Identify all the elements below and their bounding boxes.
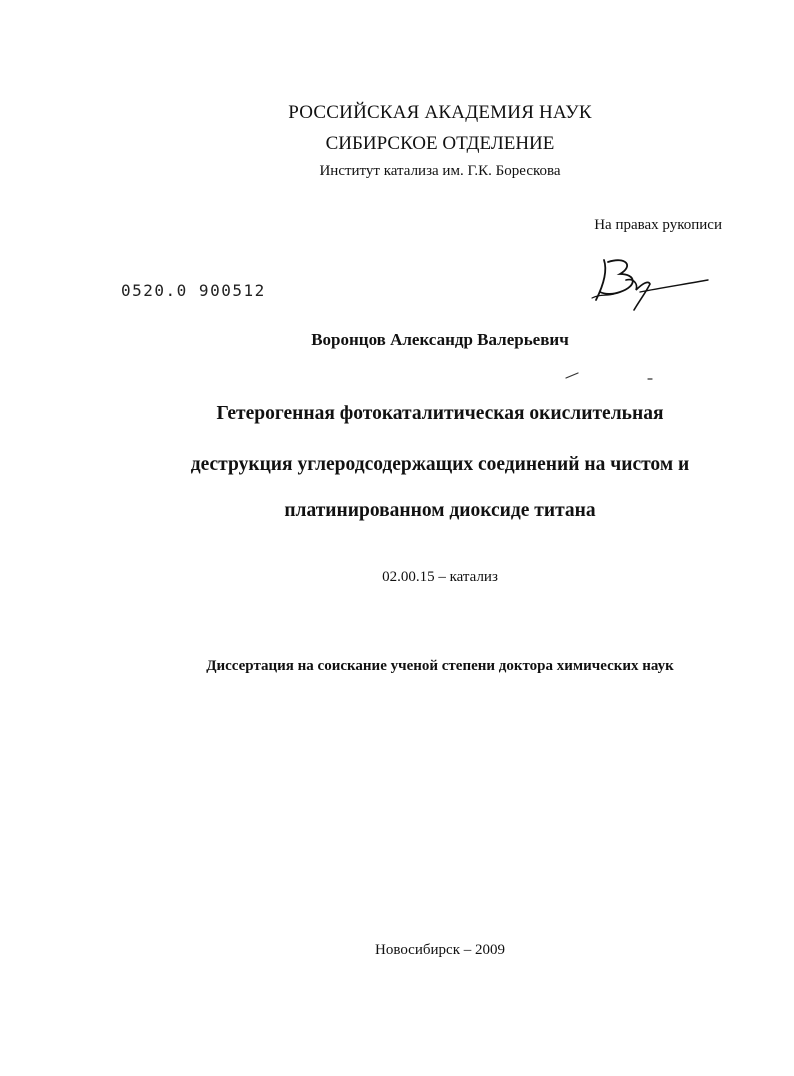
place-year: Новосибирск – 2009 [375,942,505,958]
title-line-2: деструкция углеродсодержащих соединений на чистом и [190,454,690,475]
specialty-code: 02.00.15 – катализ [382,569,498,585]
degree-statement: Диссертация на соискание ученой степени доктора химических наук [206,658,674,674]
registry-number: 0520.0 900512 [121,281,266,300]
title-line-1: Гетерогенная фотокаталитическая окислительная [216,403,664,424]
branch-name: СИБИРСКОЕ ОТДЕЛЕНИЕ [325,133,555,154]
author-name: Воронцов Александр Валерьевич [311,330,569,349]
institute-name: Институт катализа им. Г.К. Борескова [319,163,561,179]
rights-note: На правах рукописи [594,217,722,233]
title-line-3: платинированном диоксиде титана [284,500,596,521]
handwritten-signature [590,254,714,316]
academy-name: РОССИЙСКАЯ АКАДЕМИЯ НАУК [288,102,592,123]
stray-marks [560,368,660,388]
